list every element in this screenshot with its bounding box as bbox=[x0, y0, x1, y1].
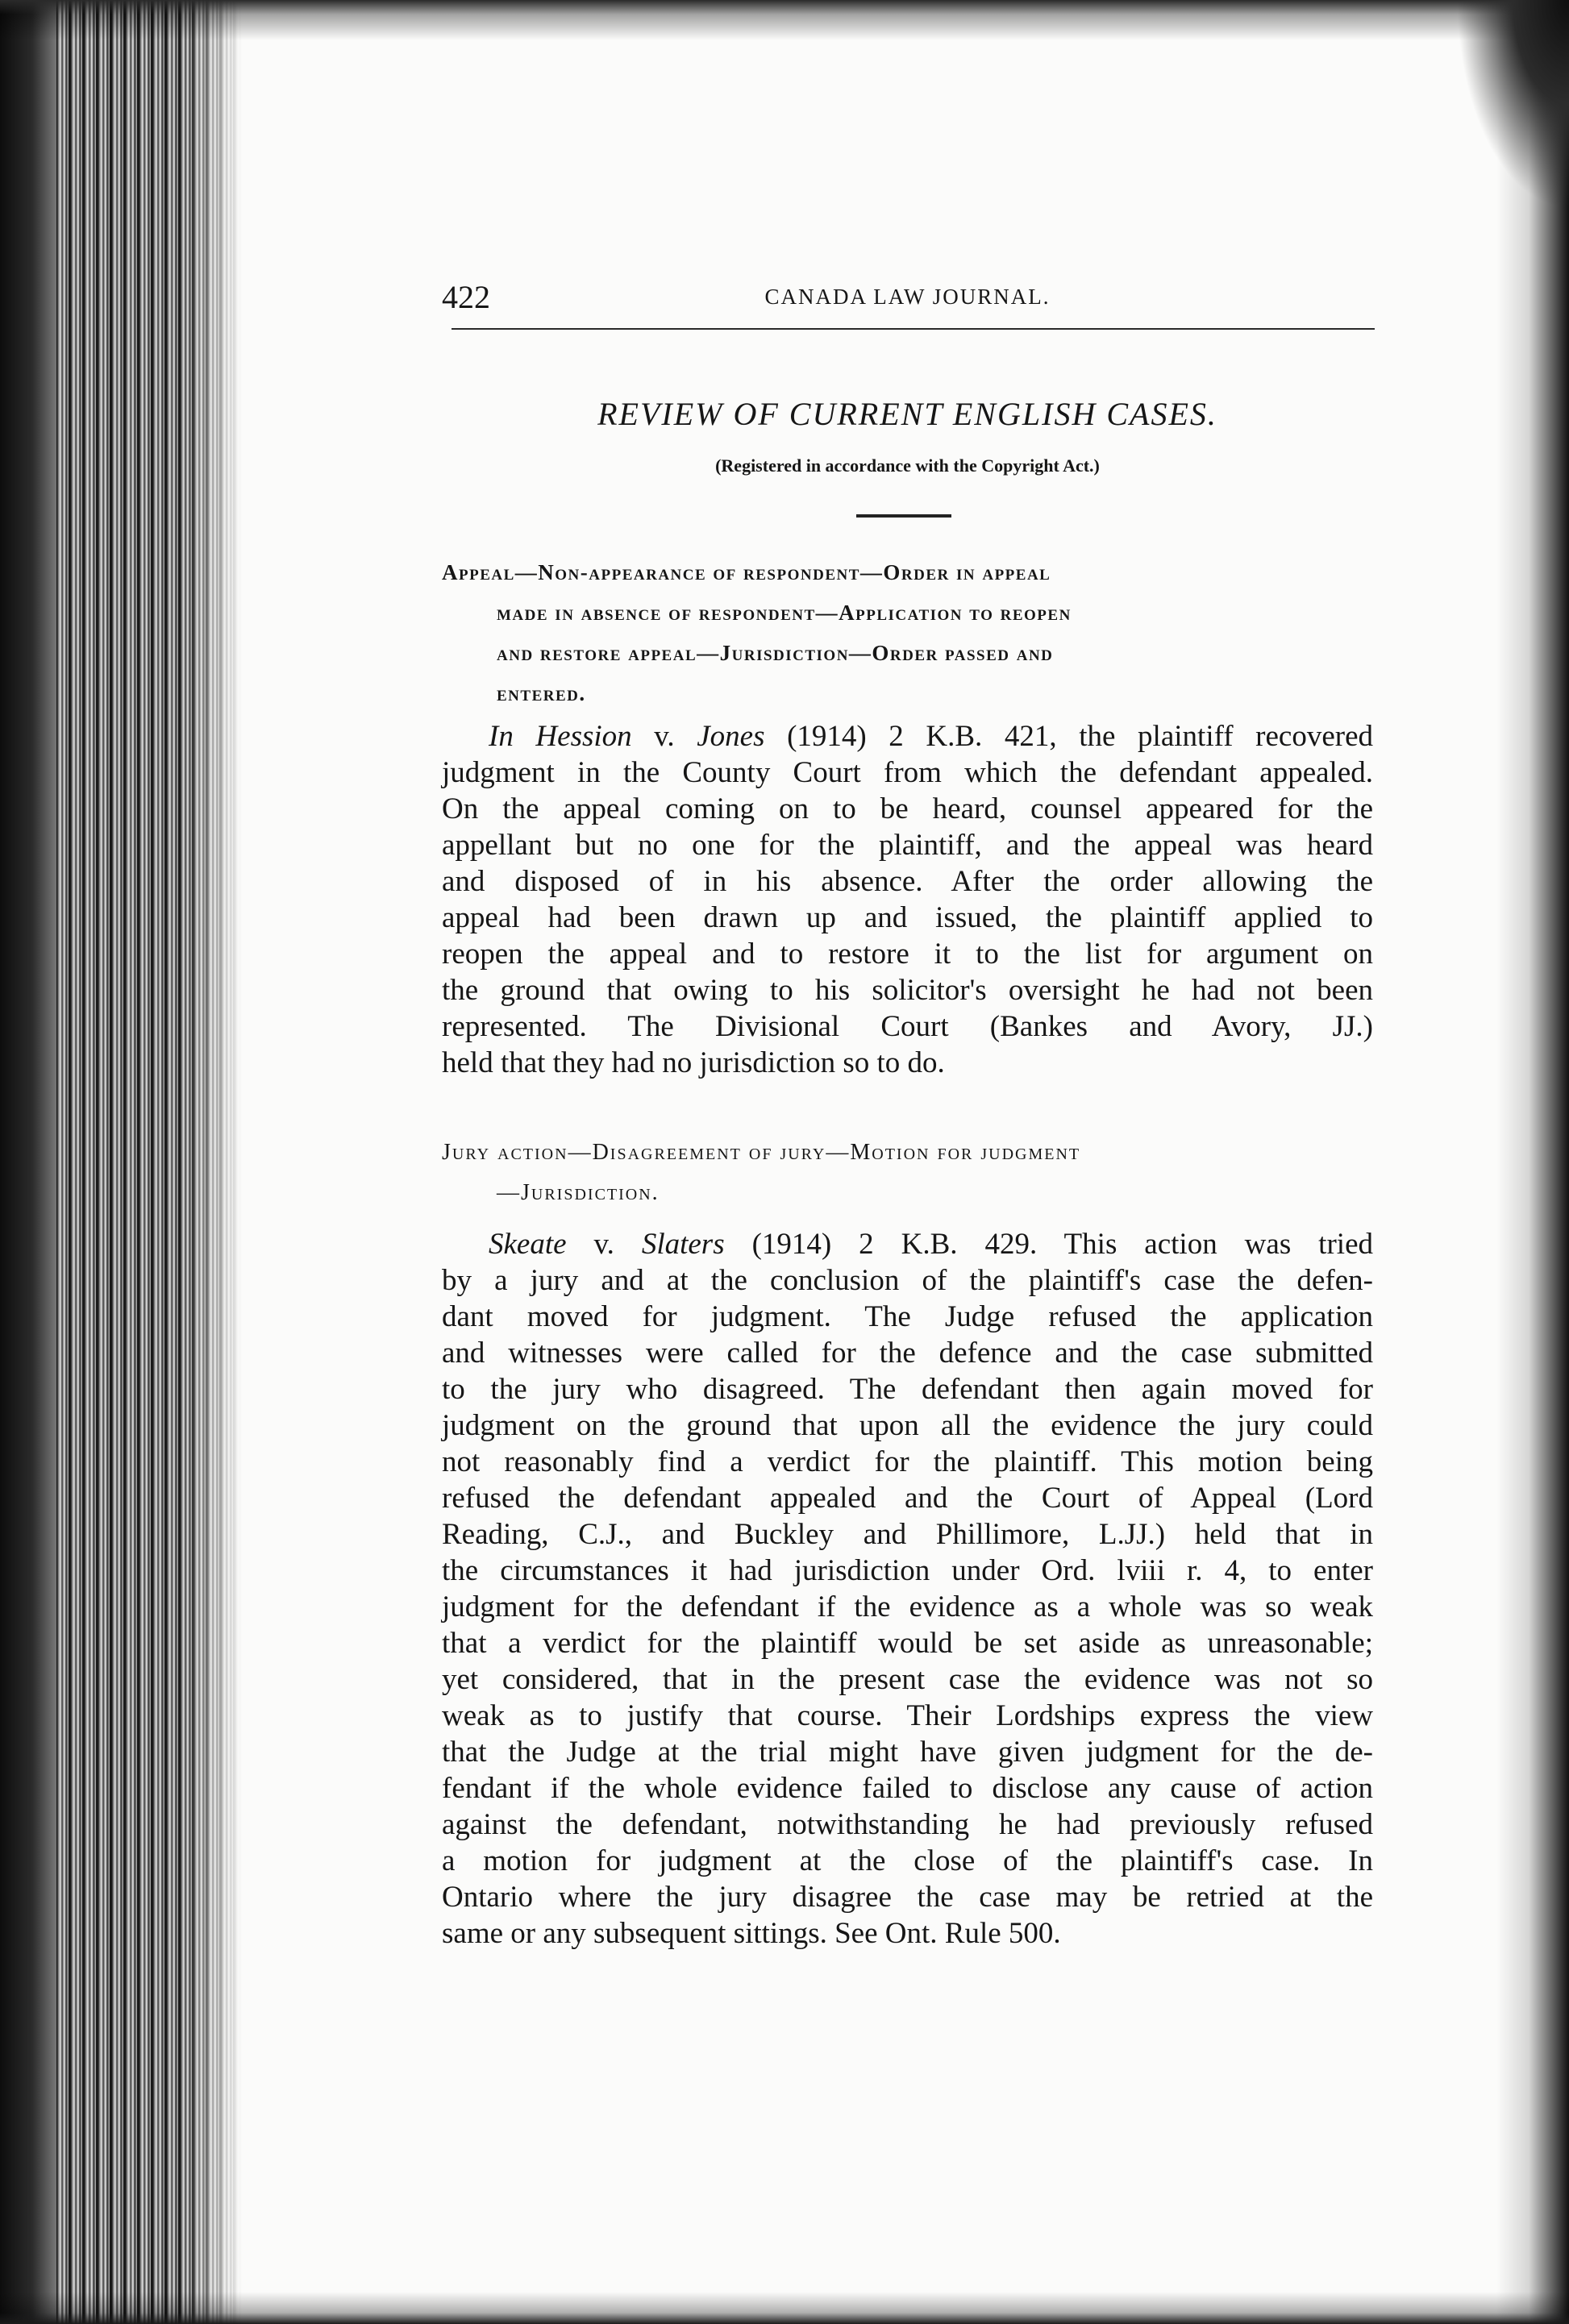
body-line: same or any subsequent sittings. See Ont. Rule 500. bbox=[442, 1917, 1061, 1950]
body-line: On the appeal coming on to be heard, counsel appeared for the bbox=[442, 792, 1373, 825]
body-line: Reading, C.J., and Buckley and Phillimore, L.JJ.) held that in bbox=[442, 1518, 1373, 1551]
body-line bbox=[442, 718, 1373, 755]
body-line: held that they had no jurisdiction so to do. bbox=[442, 1046, 945, 1079]
header-rule bbox=[452, 328, 1375, 330]
copyright-note: (Registered in accordance with the Copyright Act.) bbox=[715, 455, 1100, 476]
body-line bbox=[442, 1226, 1373, 1262]
headnote-line: Jury action—Disagreement of jury—Motion for judgment bbox=[442, 1140, 1081, 1165]
body-line: weak as to justify that course. Their Lordships express the view bbox=[442, 1699, 1373, 1732]
bottom-edge-shadow bbox=[0, 2292, 1569, 2324]
case-name-plaintiff: In Hession bbox=[489, 720, 632, 753]
headnote-line: and restore appeal—Jurisdiction—Order passed and bbox=[497, 641, 1054, 665]
headnote-line: —Jurisdiction. bbox=[497, 1180, 660, 1205]
body-line: a motion for judgment at the close of the plaintiff's case. In bbox=[442, 1844, 1373, 1877]
body-line: not reasonably find a verdict for the plaintiff. This motion being bbox=[442, 1445, 1373, 1478]
body-line: judgment for the defendant if the evidence as a whole was so weak bbox=[442, 1590, 1373, 1623]
running-head bbox=[442, 278, 1373, 318]
body-line: appellant but no one for the plaintiff, and the appeal was heard bbox=[442, 829, 1373, 862]
versus: v. bbox=[631, 720, 697, 753]
body-line: appeal had been drawn up and issued, the plaintiff applied to bbox=[442, 901, 1373, 934]
citation-text: (1914) 2 K.B. 421, the plaintiff recovered bbox=[764, 720, 1374, 753]
body-line: by a jury and at the conclusion of the plaintiff's case the defen- bbox=[442, 1264, 1373, 1297]
body-line: dant moved for judgment. The Judge refused the application bbox=[442, 1300, 1373, 1333]
top-edge-shadow bbox=[0, 0, 1569, 40]
top-right-corner-shadow bbox=[1456, 0, 1569, 210]
body-line: and witnesses were called for the defence and the case submitted bbox=[442, 1337, 1373, 1370]
case-name-defendant: Slaters bbox=[641, 1228, 725, 1261]
body-line: represented. The Divisional Court (Bankes and Avory, JJ.) bbox=[442, 1010, 1373, 1043]
case1-body bbox=[442, 718, 1373, 1081]
page-number: 422 bbox=[442, 279, 490, 315]
body-line: Ontario where the jury disagree the case may be retried at the bbox=[442, 1881, 1373, 1914]
body-line: that a verdict for the plaintiff would be set aside as unreasonable; bbox=[442, 1627, 1373, 1660]
section-title: REVIEW OF CURRENT ENGLISH CASES. bbox=[597, 396, 1217, 432]
body-line: reopen the appeal and to restore it to the list for argument on bbox=[442, 937, 1373, 971]
right-edge-shadow bbox=[1496, 0, 1569, 2324]
case2-headnote bbox=[442, 1133, 1373, 1213]
headnote-line: Appeal—Non-appearance of respondent—Order in appeal bbox=[442, 560, 1051, 584]
headnote-line: entered. bbox=[497, 681, 586, 705]
body-line: judgment in the County Court from which the defendant appealed. bbox=[442, 756, 1373, 789]
headnote-line: made in absence of respondent—Application to reopen bbox=[497, 601, 1072, 625]
body-line: against the defendant, notwithstanding he had previously refused bbox=[442, 1808, 1373, 1841]
body-line: the circumstances it had jurisdiction under Ord. lviii r. 4, to enter bbox=[442, 1554, 1373, 1587]
case-name-defendant: Jones bbox=[697, 720, 765, 753]
case1-headnote bbox=[442, 552, 1373, 713]
body-line: and disposed of in his absence. After the order allowing the bbox=[442, 865, 1373, 898]
case2-body bbox=[442, 1226, 1373, 1952]
case-name-plaintiff: Skeate bbox=[489, 1228, 567, 1261]
versus: v. bbox=[566, 1228, 642, 1261]
section-divider bbox=[856, 514, 951, 518]
binding-shadow bbox=[0, 0, 56, 2324]
body-line: yet considered, that in the present case the evidence was not so bbox=[442, 1663, 1373, 1696]
body-line: to the jury who disagreed. The defendant then again moved for bbox=[442, 1373, 1373, 1406]
journal-title: CANADA LAW JOURNAL. bbox=[764, 285, 1051, 309]
body-line: the ground that owing to his solicitor's oversight he had not been bbox=[442, 974, 1373, 1007]
citation-text: (1914) 2 K.B. 429. This action was tried bbox=[724, 1228, 1373, 1261]
body-line: judgment on the ground that upon all the evidence the jury could bbox=[442, 1409, 1373, 1442]
body-line: fendant if the whole evidence failed to disclose any cause of action bbox=[442, 1772, 1373, 1805]
body-line: refused the defendant appealed and the Court of Appeal (Lord bbox=[442, 1482, 1373, 1515]
body-line: that the Judge at the trial might have given judgment for the de- bbox=[442, 1736, 1373, 1769]
